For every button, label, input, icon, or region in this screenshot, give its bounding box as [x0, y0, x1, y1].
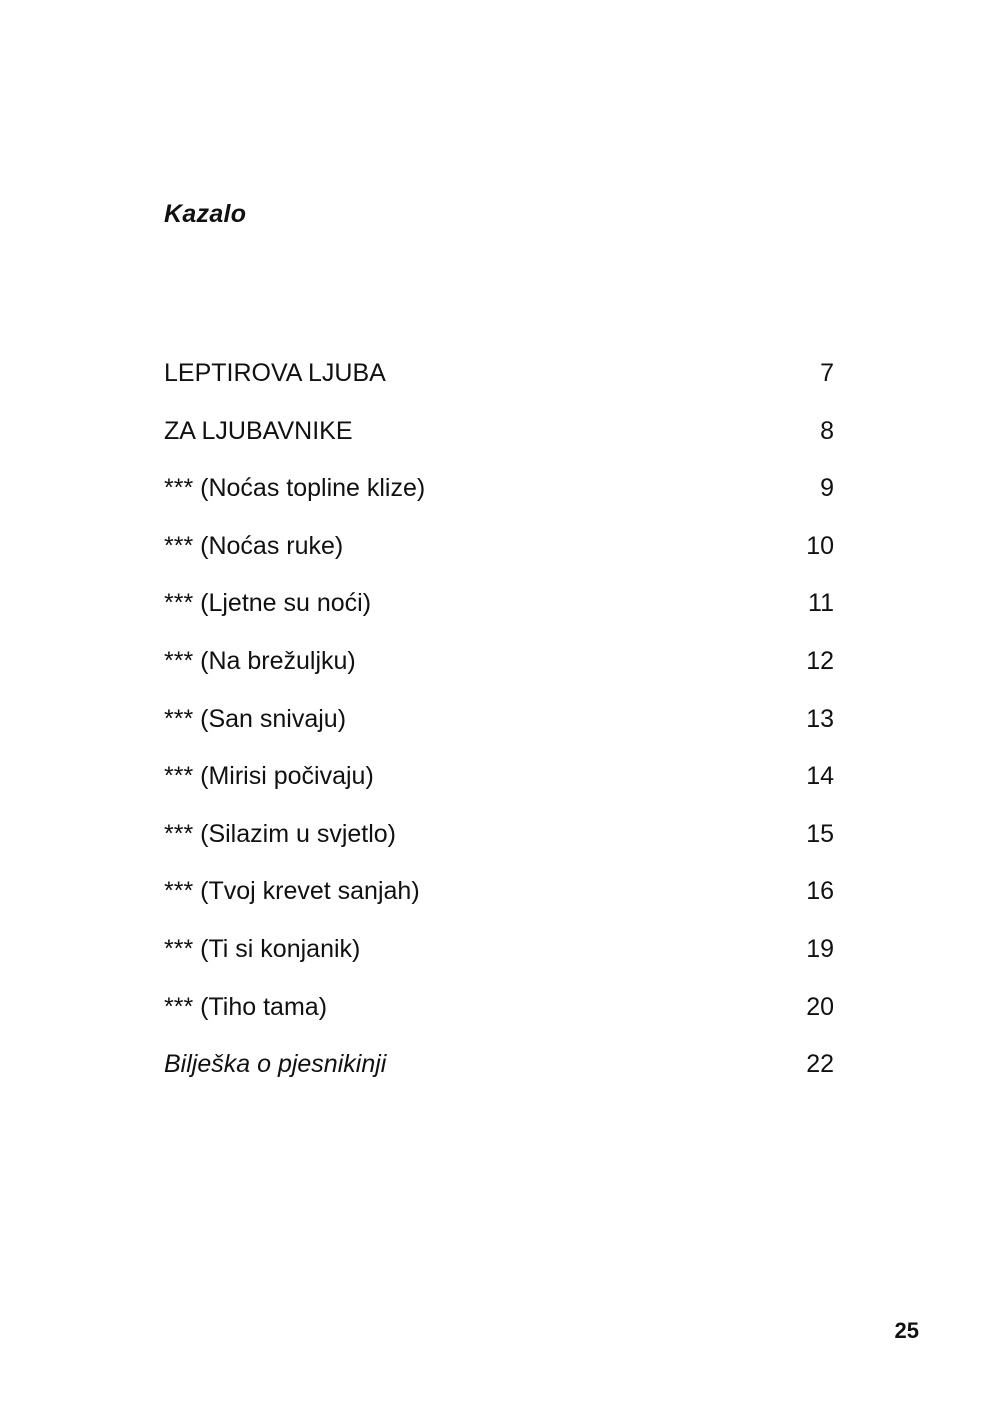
toc-entry-title: *** (Tvoj krevet sanjah)	[164, 877, 420, 906]
toc-entry-page: 14	[806, 762, 834, 791]
toc-entry-page: 13	[806, 704, 834, 733]
toc-entry-title: *** (Ti si konjanik)	[164, 934, 361, 963]
toc-entry-page: 11	[808, 589, 834, 618]
toc-entry-title: *** (Mirisi počivaju)	[164, 762, 374, 791]
toc-entry-title: ZA LJUBAVNIKE	[164, 416, 353, 445]
toc-entry-title: *** (Na brežuljku)	[164, 646, 356, 675]
toc-entry	[164, 470, 834, 528]
toc-entry-page: 8	[820, 416, 834, 445]
toc-entry-title: *** (San snivaju)	[164, 704, 347, 733]
toc-entry-page: 7	[820, 359, 834, 387]
toc-entry-page: 9	[820, 474, 834, 503]
toc-entry	[164, 701, 834, 759]
toc-entry	[164, 413, 834, 471]
toc-entry	[164, 816, 834, 874]
toc-entry-page: 22	[806, 1050, 834, 1079]
toc-entry-page: 19	[806, 934, 834, 963]
toc-entry-page: 16	[806, 877, 834, 906]
toc-entry-title: LEPTIROVA LJUBA	[164, 359, 386, 387]
toc-entry	[164, 758, 834, 816]
toc-entry-page: 15	[806, 819, 834, 848]
toc-entry-page: 10	[806, 531, 834, 560]
page-title: Kazalo	[164, 200, 247, 228]
table-of-contents	[164, 355, 834, 1104]
page-number: 25	[894, 1318, 919, 1343]
toc-entry-title: *** (Ljetne su noći)	[164, 589, 372, 618]
toc-entry-title: *** (Tiho tama)	[164, 992, 328, 1021]
toc-entry	[164, 873, 834, 931]
toc-entry	[164, 1046, 834, 1104]
toc-entry	[164, 989, 834, 1047]
toc-entry-page: 12	[806, 646, 834, 675]
toc-entry	[164, 585, 834, 643]
toc-entry	[164, 355, 834, 413]
toc-entry	[164, 931, 834, 989]
toc-entry-title: Bilješka o pjesnikinji	[164, 1050, 387, 1079]
toc-entry-title: *** (Silazim u svjetlo)	[164, 819, 397, 848]
toc-entry-page: 20	[806, 992, 834, 1021]
toc-entry-title: *** (Noćas ruke)	[164, 531, 344, 560]
toc-entry-title: *** (Noćas topline klize)	[164, 474, 426, 503]
toc-entry	[164, 528, 834, 586]
toc-entry	[164, 643, 834, 701]
